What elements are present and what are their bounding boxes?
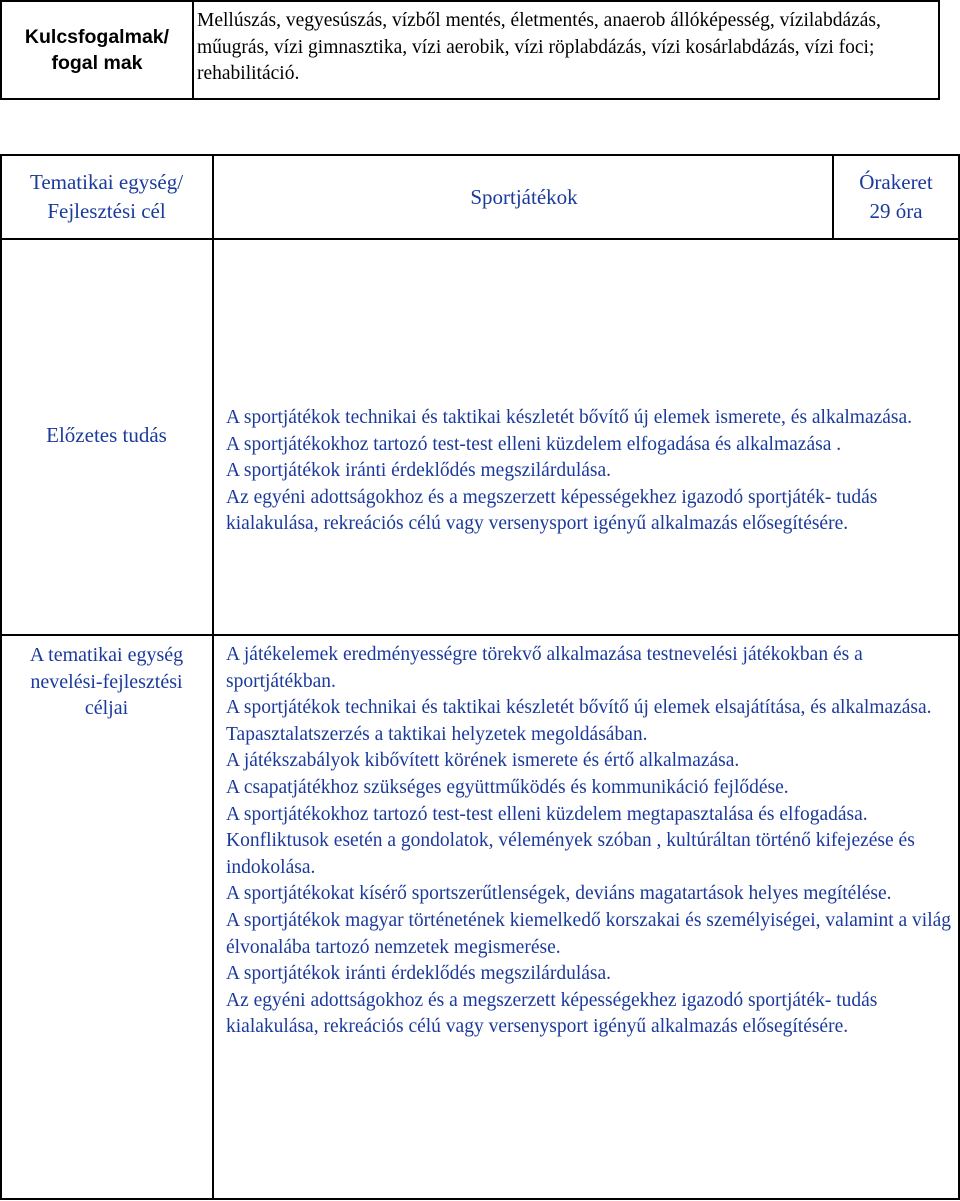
celjai-item: Tapasztalatszerzés a taktikai helyzetek megoldásában. bbox=[226, 723, 648, 745]
main-header-bottom bbox=[0, 238, 960, 240]
elozetes-item: A sportjátékokhoz tartozó test-test elleni küzdelem elfogadása és alkalmazása . bbox=[226, 433, 842, 455]
celjai-item: A játékszabályok kibővített körének ismerete és értő alkalmazása. bbox=[226, 750, 740, 772]
celjai-item: Konfliktusok esetén a gondolatok, vélemények szóban , kultúráltan történő kifejezése és indokolása. bbox=[226, 830, 915, 878]
orakeret bbox=[834, 156, 958, 238]
celjai-item: A sportjátékok magyar történetének kiemelkedő korszakai és személyiségei, valamint a világ élvonalába tartozó nemzetek megismerése. bbox=[226, 909, 952, 958]
celjai-label bbox=[2, 640, 211, 724]
celjai-content bbox=[226, 642, 954, 1041]
celjai-item: A játékelemek eredményességre törekvő alkalmazása testnevelési játékokban és a sportjátékban. bbox=[226, 644, 863, 692]
elozetes-item: Az egyéni adottságokhoz és a megszerzett képességekhez igazodó sportjáték- tudás kialakulása, rekreációs célú vagy versenysport igényű alkalmazás elősegítésére. bbox=[226, 486, 878, 535]
tematikai-egyseg-label-line1: Tematikai egység/ bbox=[29, 170, 184, 194]
kulcsfogalmak-label bbox=[2, 2, 192, 98]
celjai-item: A sportjátékokhoz tartozó test-test elleni küzdelem megtapasztalása és elfogadása. bbox=[226, 803, 868, 825]
elozetes-tudas-label: Előzetes tudás bbox=[46, 422, 167, 447]
celjai-item: A sportjátékok technikai és taktikai készletét bővítő új elemek elsajátítása, és alkalmazása. bbox=[226, 697, 932, 719]
celjai-label-line3: céljai bbox=[84, 697, 129, 720]
kulcsfogalmak-label-text: Kulcsfogalmak/ fogal mak bbox=[24, 26, 170, 74]
main-row-divider bbox=[0, 634, 960, 636]
orakeret-label: Órakeret bbox=[859, 170, 933, 194]
tematikai-egyseg-label bbox=[2, 156, 211, 238]
celjai-item: Az egyéni adottságokhoz és a megszerzett képességekhez igazodó sportjáték- tudás kialakulása, rekreációs célú vagy versenysport igényű alkalmazás elősegítésére. bbox=[226, 989, 878, 1038]
main-border-bottom bbox=[0, 1198, 960, 1200]
celjai-item: A csapatjátékhoz szükséges együttműködés és kommunikáció fejlődése. bbox=[226, 776, 789, 798]
tematikai-egyseg-title: Sportjátékok bbox=[470, 184, 578, 209]
orakeret-value: 29 óra bbox=[869, 199, 923, 223]
tematikai-egyseg-label-line2: Fejlesztési cél bbox=[47, 199, 166, 223]
celjai-label-line1: A tematikai egység bbox=[29, 644, 184, 667]
kulcs-border-bottom bbox=[0, 98, 940, 100]
main-col-divider bbox=[212, 154, 214, 1200]
elozetes-tudas-content bbox=[226, 405, 954, 538]
kulcs-border-right bbox=[938, 0, 940, 100]
celjai-label-line2: nevelési-fejlesztési bbox=[30, 670, 183, 693]
elozetes-item: A sportjátékok technikai és taktikai készletét bővítő új elemek ismerete, és alkalmazása. bbox=[226, 407, 913, 428]
kulcs-border-mid bbox=[192, 0, 194, 100]
kulcsfogalmak-text: Mellúszás, vegyesúszás, vízből mentés, életmentés, anaerob állóképesség, vízilabdázás, műugrás, vízi gimnasztika, vízi aerobik, vízi röplabdázás, vízi kosárlabdázás, vízi foci; rehabilitáció. bbox=[197, 10, 881, 84]
celjai-item: A sportjátékokat kísérő sportszerűtlenségek, deviáns magatartások helyes megítélése. bbox=[226, 883, 892, 905]
elozetes-item: A sportjátékok iránti érdeklődés megszilárdulása. bbox=[226, 460, 612, 482]
celjai-item: A sportjátékok iránti érdeklődés megszilárdulása. bbox=[226, 963, 612, 985]
